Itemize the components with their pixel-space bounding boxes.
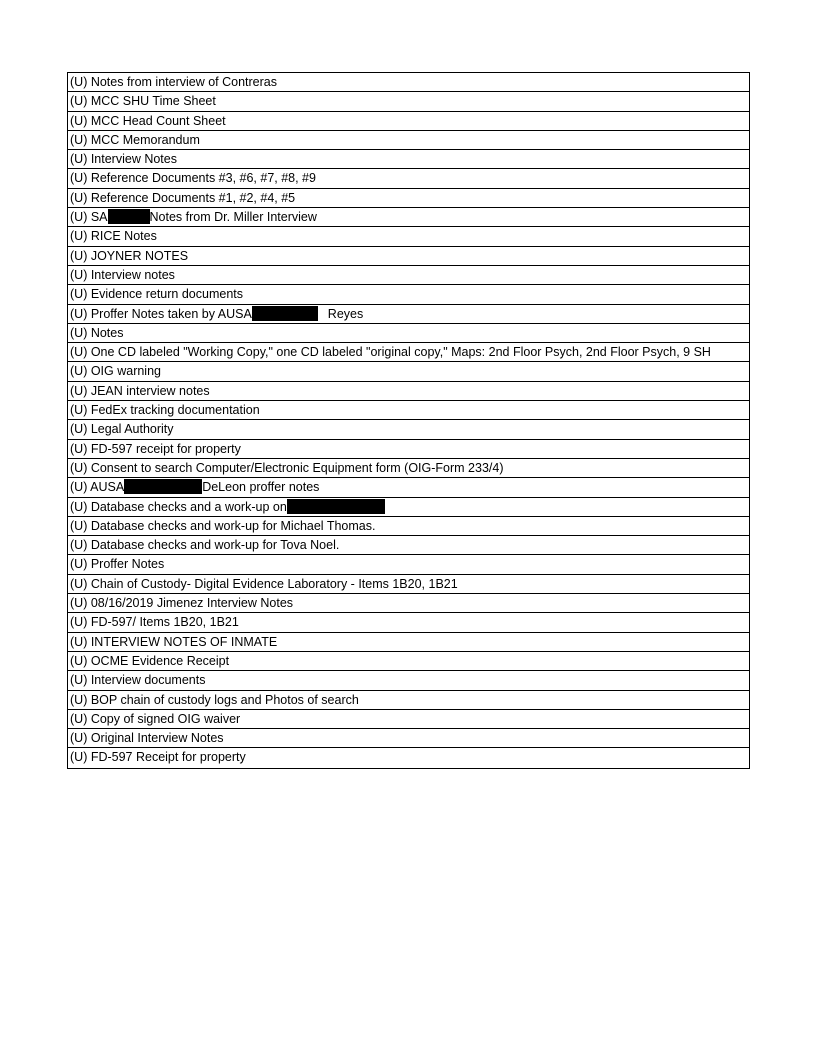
row-text: (U) FD-597 Receipt for property (70, 750, 246, 765)
row-text-prefix: (U) AUSA (70, 480, 125, 495)
table-row (68, 748, 749, 767)
table-row (68, 362, 749, 381)
row-text: (U) OIG warning (70, 364, 161, 379)
table-row (68, 169, 749, 188)
redaction-block (108, 209, 150, 224)
table-row (68, 324, 749, 343)
table-row (68, 575, 749, 594)
row-text: (U) BOP chain of custody logs and Photos of search (70, 692, 359, 707)
table-row (68, 266, 749, 285)
row-text: (U) FD-597/ Items 1B20, 1B21 (70, 615, 239, 630)
row-text: (U) Consent to search Computer/Electronic Equipment form (OIG-Form 233/4) (70, 460, 504, 475)
table-row (68, 536, 749, 555)
table-row (68, 517, 749, 536)
row-text: (U) Copy of signed OIG waiver (70, 711, 241, 726)
row-text: (U) Proffer Notes (70, 557, 165, 572)
table-row (68, 459, 749, 478)
table-row (68, 498, 749, 517)
table-row (68, 112, 749, 131)
table-row (68, 305, 749, 324)
table-row (68, 131, 749, 150)
row-text: (U) RICE Notes (70, 229, 157, 244)
row-text: (U) Notes from interview of Contreras (70, 75, 278, 89)
row-text: (U) Notes (70, 325, 124, 340)
row-text: (U) FedEx tracking documentation (70, 403, 260, 418)
evidence-list-table (67, 72, 750, 769)
table-row (68, 247, 749, 266)
table-row (68, 150, 749, 169)
table-row (68, 227, 749, 246)
table-row (68, 92, 749, 111)
table-row (68, 729, 749, 748)
row-text: (U) JEAN interview notes (70, 383, 210, 398)
row-text: (U) One CD labeled "Working Copy," one CD labeled "original copy," Maps: 2nd Floor Psych, 2nd Floor Psych, 9 SH (70, 345, 711, 360)
table-row (68, 73, 749, 92)
row-text: (U) Legal Authority (70, 422, 174, 437)
table-row (68, 401, 749, 420)
redaction-block (252, 306, 318, 321)
row-text: (U) Original Interview Notes (70, 731, 224, 746)
redaction-block (124, 479, 202, 494)
row-text: (U) FD-597 receipt for property (70, 441, 241, 456)
row-text: (U) Database checks and work-up for Tova Noel. (70, 538, 340, 553)
table-row (68, 189, 749, 208)
table-row (68, 440, 749, 459)
row-text: (U) Interview Notes (70, 152, 177, 167)
table-row (68, 594, 749, 613)
row-text: (U) OCME Evidence Receipt (70, 653, 230, 668)
table-row (68, 671, 749, 690)
table-row (68, 613, 749, 632)
redaction-block (287, 499, 385, 514)
table-row (68, 420, 749, 439)
table-row (68, 285, 749, 304)
row-text: (U) Interview notes (70, 267, 175, 282)
table-row (68, 382, 749, 401)
row-text-suffix: Reyes (327, 306, 364, 321)
table-row (68, 691, 749, 710)
row-text: (U) MCC Head Count Sheet (70, 113, 226, 128)
table-row (68, 555, 749, 574)
row-text: (U) MCC Memorandum (70, 132, 200, 147)
row-text: (U) Evidence return documents (70, 287, 243, 302)
table-row (68, 478, 749, 497)
row-text: (U) 08/16/2019 Jimenez Interview Notes (70, 596, 294, 611)
row-text-suffix: Notes from Dr. Miller Interview (149, 210, 317, 225)
table-row (68, 208, 749, 227)
row-text-prefix: (U) Database checks and a work-up on (70, 499, 287, 514)
row-text: (U) Interview documents (70, 673, 206, 688)
table-row (68, 710, 749, 729)
table-row (68, 652, 749, 671)
row-text-suffix: DeLeon proffer notes (202, 480, 320, 495)
table-row (68, 633, 749, 652)
row-text: (U) JOYNER NOTES (70, 248, 189, 263)
row-text: (U) Chain of Custody- Digital Evidence Laboratory - Items 1B20, 1B21 (70, 576, 458, 591)
row-text: (U) Database checks and work-up for Michael Thomas. (70, 518, 376, 533)
row-text: (U) MCC SHU Time Sheet (70, 94, 216, 109)
row-text-prefix: (U) SA (70, 210, 108, 225)
table-row (68, 343, 749, 362)
row-text-prefix: (U) Proffer Notes taken by AUSA (70, 306, 252, 321)
row-text: (U) Reference Documents #1, #2, #4, #5 (70, 190, 296, 205)
row-text: (U) Reference Documents #3, #6, #7, #8, #9 (70, 171, 316, 186)
row-text: (U) INTERVIEW NOTES OF INMATE (70, 634, 278, 649)
